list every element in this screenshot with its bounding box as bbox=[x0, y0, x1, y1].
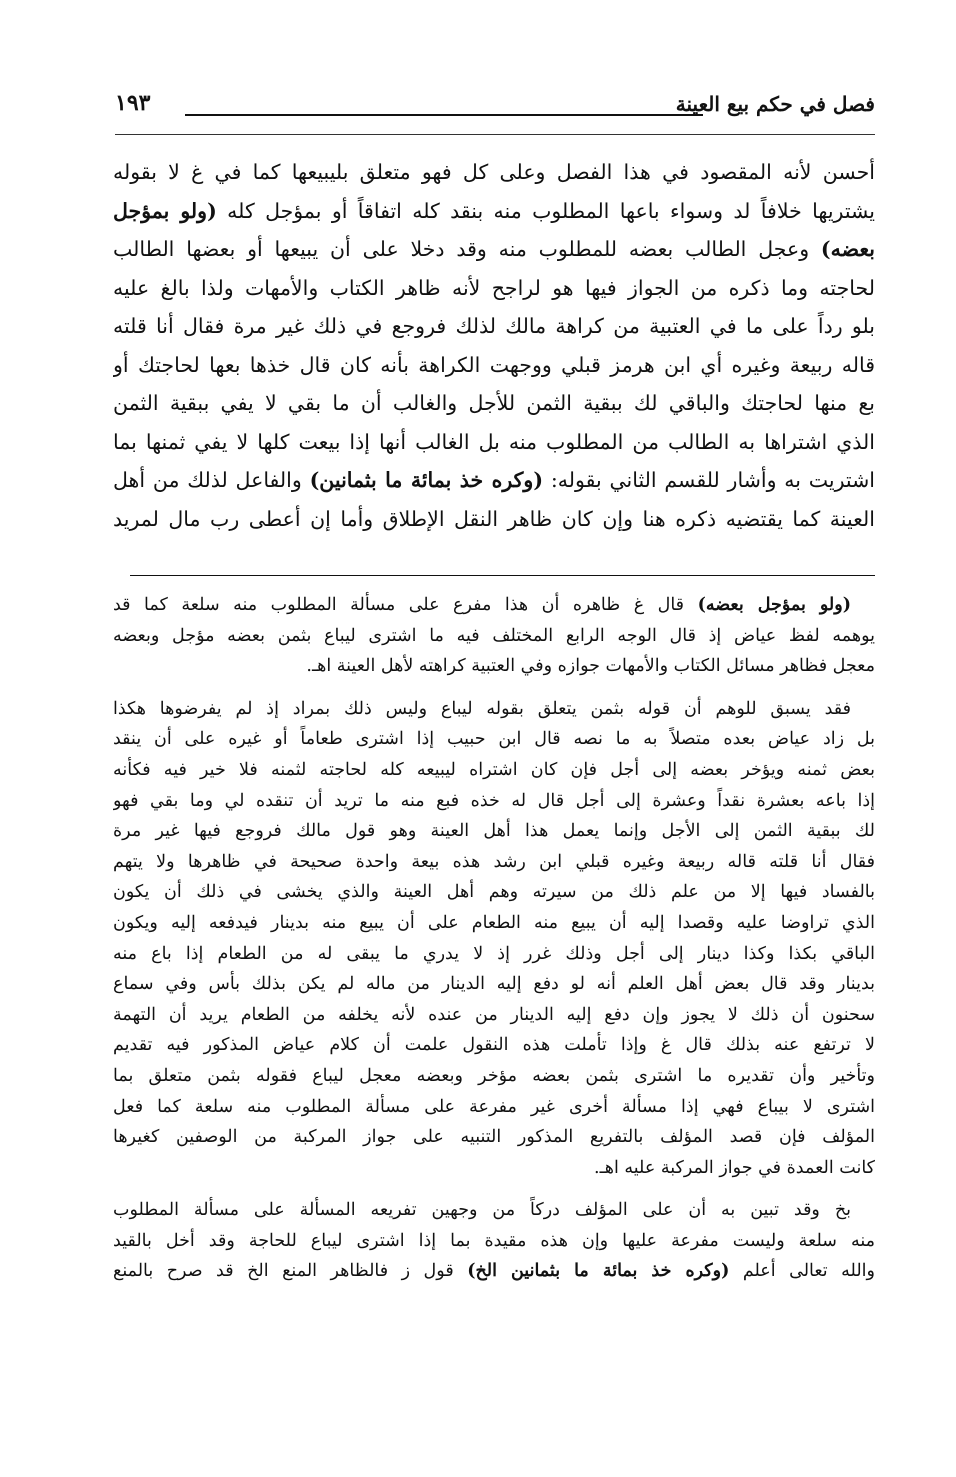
text-segment: الذي تراوضا عليه وقصدا إليه أن يبيع منه الطعام على أن يبيع منه بدينار فيدفعه إليه ويكون bbox=[113, 912, 875, 933]
text-segment: الباقي بكذا وكذا دينار إلى أجل وذلك غرر إذ لا يدري ما يبقى له من الطعام إذا باع منه bbox=[113, 943, 875, 964]
text-line bbox=[113, 1256, 875, 1287]
text-line bbox=[113, 192, 875, 231]
text-line-inner bbox=[113, 847, 875, 878]
header-underline bbox=[115, 134, 875, 135]
text-line-inner bbox=[113, 1000, 875, 1031]
text-line-inner bbox=[113, 423, 875, 462]
text-segment: بالفساد فيها إلا من علم ذلك من سيرته وهم أهل العينة والذي يخشى في ذلك أن يكون bbox=[113, 882, 875, 903]
text-line-inner bbox=[113, 192, 875, 231]
text-segment: بخ وقد تبين به أن على المؤلف دركاً من وجهين تفريعه المسألة على مسألة المطلوب bbox=[113, 1200, 851, 1221]
text-line-inner bbox=[113, 1256, 875, 1287]
text-line-inner bbox=[113, 694, 851, 725]
text-segment: العينة كما يقتضيه ذكره هنا وإن كان ظاهر النقل الإطلاق وأما إن أعطى رب مال لمريد bbox=[113, 506, 875, 531]
text-segment: قال غ ظاهره أن هذا مفرع على مسألة المطلوب منه سلعة كما قد bbox=[113, 595, 698, 615]
text-segment: فقد يسبق للوهم أن قوله بثمن يتعلق بقوله ليباع وليس ذلك بمراد إذ لم يفرضوها هكذا bbox=[113, 698, 851, 719]
text-line-inner bbox=[113, 969, 875, 1000]
text-segment: المؤلف فإن قصد المؤلف بالتفريع المذكور التنبيه على جواز المركبة من الوصفين كغيرها bbox=[113, 1127, 875, 1148]
text-line-inner bbox=[113, 755, 875, 786]
text-line bbox=[113, 230, 875, 269]
text-line-inner bbox=[113, 269, 875, 308]
text-line bbox=[113, 908, 875, 939]
text-line-inner bbox=[113, 786, 875, 817]
header-rule bbox=[185, 114, 703, 116]
text-segment: لحاجته وما ذكره من الجواز فيها هو لراجح لأنه ظاهر الكتاب والأمهات ولذا بالغ عليه bbox=[113, 275, 875, 300]
text-line-inner bbox=[113, 153, 875, 192]
text-line-inner bbox=[113, 384, 875, 423]
running-head bbox=[115, 88, 875, 128]
text-line-inner bbox=[113, 1122, 875, 1153]
footnotes bbox=[113, 590, 875, 1299]
text-segment: بعض ثمنه ويؤخر بعضه إلى أجل فإن كان اشتراه ليبيعه كله لحاجته لثمنه فلا خير فيه فكأنه bbox=[113, 759, 875, 780]
bold-phrase: (وكره خذ بمائة ما بثمانين) bbox=[309, 468, 544, 492]
text-line bbox=[113, 1226, 875, 1257]
text-line-inner bbox=[113, 1226, 875, 1257]
text-line bbox=[113, 269, 875, 308]
text-line bbox=[113, 461, 875, 500]
text-line bbox=[113, 724, 875, 755]
text-line-inner bbox=[113, 621, 875, 652]
text-line-inner bbox=[113, 1195, 851, 1226]
text-line-inner bbox=[113, 307, 875, 346]
text-line-inner bbox=[113, 500, 875, 539]
text-line-inner bbox=[113, 724, 875, 755]
text-line bbox=[113, 384, 875, 423]
text-segment: لك ببقية الثمن إلى الأجل وإنما يعمل هذا أهل العينة وهو قول مالك فروجع فيها غير مرة bbox=[113, 821, 875, 842]
text-line bbox=[113, 423, 875, 462]
text-line bbox=[113, 621, 875, 652]
text-segment: والله تعالى أعلم bbox=[729, 1261, 875, 1282]
text-segment: سحنون أن ذلك لا يجوز وإن دفع إليه الدينار من عنده لأنه يخلفه من الطعام يريد أن التهمة bbox=[113, 1004, 875, 1025]
bold-phrase: (ولو بمؤجل bbox=[113, 198, 217, 223]
text-segment: أحسن لأنه المقصود في هذا الفصل وعلى كل فهو متعلق بليبيعها كما في غ لا بقوله bbox=[113, 160, 875, 184]
text-segment: اشتريت به وأشار للقسم الثاني بقوله: bbox=[543, 468, 875, 492]
text-line bbox=[113, 847, 875, 878]
text-segment: قاله ربيعة وغيره أي ابن هرمز قبلي ووجهت الكراهة بأنه كان قال خذها بعها لحاجتك أو bbox=[113, 352, 875, 377]
text-segment: والفاعل لذلك من أهل bbox=[113, 468, 310, 492]
chapter-title: فصل في حكم بيع العينة bbox=[675, 92, 875, 116]
text-line bbox=[113, 153, 875, 192]
text-segment: لا ترتفع عنه بذلك قال غ وإذا تأملت هذه النقول علمت أن كلام عياض المذكور فيه تقديم bbox=[113, 1035, 875, 1056]
text-line-inner bbox=[113, 939, 875, 970]
text-line-inner bbox=[113, 590, 851, 621]
text-line-inner bbox=[113, 230, 875, 269]
footnote-paragraph bbox=[113, 1195, 875, 1287]
text-line bbox=[113, 1030, 875, 1061]
text-line-inner bbox=[113, 908, 875, 939]
text-line-inner bbox=[113, 461, 875, 500]
text-segment: بدينار وقد قال بعض أهل العلم أنه لو دفع إليه الدينار من ماله لم يكن بذلك بأس وفي سماع bbox=[113, 974, 875, 995]
text-segment: قول ز فالظاهر المنع الخ قد صرح بالمنع bbox=[113, 1261, 468, 1282]
text-segment: الذي اشتراها به الطالب من المطلوب منه بل الغالب أنها إذا بيعت كلها لا يفي ثمنها بما bbox=[113, 429, 875, 454]
page-number: ١٩٣ bbox=[115, 90, 151, 116]
text-line-inner bbox=[113, 1153, 875, 1184]
text-line-inner bbox=[113, 877, 875, 908]
text-line-inner bbox=[113, 1092, 875, 1123]
text-line-inner bbox=[113, 1030, 875, 1061]
text-line bbox=[113, 346, 875, 385]
main-text bbox=[113, 153, 875, 538]
text-segment: بل زاد عياض بعده متصلاً به ما نصه قال ابن حبيب إذا اشترى طعاماً أو غيره على أن ينقد bbox=[113, 729, 875, 750]
bold-phrase: بعضه) bbox=[820, 237, 875, 261]
text-segment: اشترى لا بيباع فهي إذا مسألة أخرى غير مفرعة على مسألة المطلوب منه سلعة كما فعل bbox=[113, 1096, 875, 1117]
text-segment: فقال أنا قلته قاله ربيعة وغيره قبلي ابن رشد هذه بيعة واحدة صحيحة في ظاهرها ولا يتهم bbox=[113, 851, 875, 872]
text-line bbox=[113, 307, 875, 346]
text-line-inner bbox=[113, 816, 875, 847]
text-segment: معجل فظاهر مسائل الكتاب والأمهات جوازه وفي العتبية كراهته لأهل العينة اهـ. bbox=[306, 656, 875, 677]
footnote-separator bbox=[130, 575, 875, 576]
text-segment: بع منها لحاجتك والباقي لك ببقية الثمن للأجل والغالب أن ما بقي لا يفي ببقية الثمن bbox=[113, 391, 875, 415]
text-segment: وتأخير وأن تقديره ما اشترى بثمن بعضه مؤخر وبعضه معجل ليباع فقوله بثمن متعلق بما bbox=[113, 1065, 875, 1086]
text-line-inner bbox=[113, 1061, 875, 1092]
text-segment: إذا باعه بعشرة نقداً وعشرة إلى أجل قال له خذه فبع منه ما تريد أن تنقده لي وما بقي فهو bbox=[113, 790, 875, 811]
text-line bbox=[113, 694, 875, 725]
bold-phrase: (ولو بمؤجل بعضه) bbox=[697, 595, 851, 615]
text-segment: بلو رداً على ما في العتبية من كراهة مالك لذلك فروجع في ذلك غير مرة فقال أنا قلته bbox=[113, 314, 875, 338]
text-segment: منه سلعة وليست مفرعة عليها وإن هذه مقيدة بما إذا اشترى ليباع للحاجة وقد أخل بالقيد bbox=[113, 1230, 875, 1251]
text-segment: كانت العمدة في جواز المركبة عليه اهـ. bbox=[594, 1157, 875, 1178]
text-line bbox=[113, 969, 875, 1000]
text-line bbox=[113, 1061, 875, 1092]
text-line bbox=[113, 1092, 875, 1123]
text-line-inner bbox=[113, 346, 875, 385]
text-segment: يوهمه لفظ عياض إذ قال الوجه الرابع المختلف فيه ما اشترى ليباع بثمن بعضه مؤجل وبعضه bbox=[113, 625, 875, 646]
text-line bbox=[113, 755, 875, 786]
text-line bbox=[113, 590, 875, 621]
text-line bbox=[113, 651, 875, 682]
text-segment: وعجل الطالب بعضه للمطلوب منه وقد دخلا على أن يبيعها أو بعضها الطالب bbox=[113, 237, 821, 261]
text-line-inner bbox=[113, 651, 875, 682]
text-line bbox=[113, 786, 875, 817]
text-line bbox=[113, 877, 875, 908]
text-line bbox=[113, 1195, 875, 1226]
text-line bbox=[113, 1000, 875, 1031]
bold-phrase: (وكره خذ بمائة ما بثمانين الخ) bbox=[467, 1261, 730, 1282]
text-line bbox=[113, 939, 875, 970]
text-segment: يشتريها خلافاً لد وسواء باعها المطلوب منه بنقد كله اتفاقاً أو بمؤجل كله bbox=[216, 198, 875, 223]
text-line bbox=[113, 500, 875, 539]
footnote-paragraph bbox=[113, 590, 875, 682]
text-line bbox=[113, 816, 875, 847]
footnote-paragraph bbox=[113, 694, 875, 1184]
text-line bbox=[113, 1153, 875, 1184]
text-line bbox=[113, 1122, 875, 1153]
